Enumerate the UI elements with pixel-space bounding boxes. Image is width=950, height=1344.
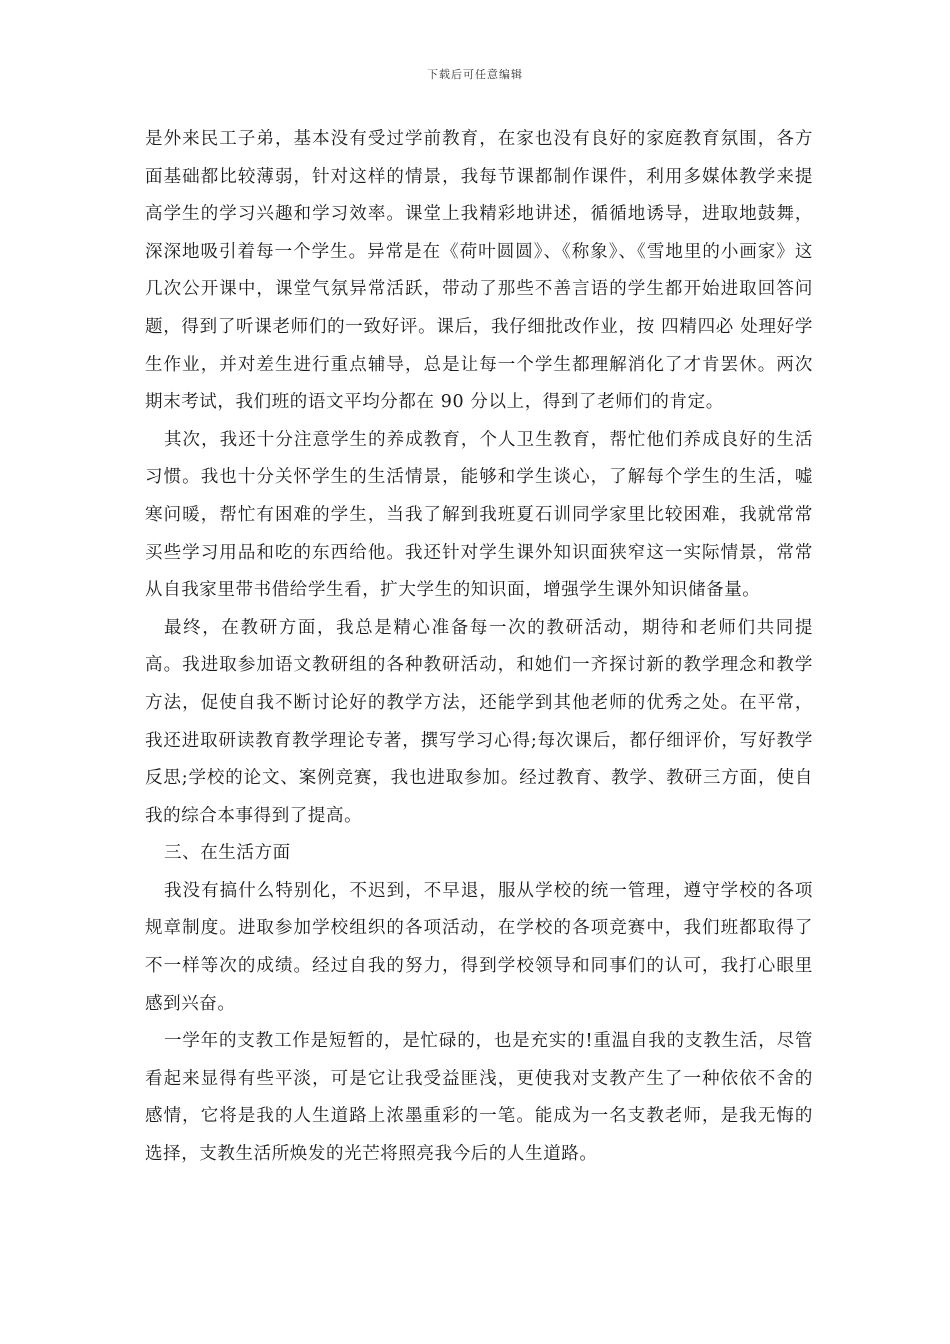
paragraph-conclusion: 一学年的支教工作是短暂的，是忙碌的，也是充实的!重温自我的支教生活，尽管看起来显得有些平淡，可是它让我受益匪浅，更使我对支教产生了一种依依不舍的感情，它将是我的人生道路上浓墨重彩的一笔。能成为一名支教老师，是我无悔的选择，支教生活所焕发的光芒将照亮我今后的人生道路。	[145, 1031, 813, 1165]
paragraph-teaching-research: 最终，在教研方面，我总是精心准备每一次的教研活动，期待和老师们共同提高。我进取参加语文教研组的各种教研活动，和她们一齐探讨新的教学理念和教学方法，促使自我不断讨论好的教学方法，还能学到其他老师的优秀之处。在平常，我还进取研读教育教学理论专著，撰写学习心得;每次课后，都仔细评价，写好教学反思;学校的论文、案例竞赛，我也进取参加。经过教育、教学、教研三方面，使自我的综合本事得到了提高。	[145, 617, 813, 826]
page-header: 下载后可任意编辑	[427, 68, 523, 81]
section-heading-life: 三、在生活方面	[164, 843, 291, 864]
document-body	[145, 121, 813, 1174]
paragraph-habit-education: 其次，我还十分注意学生的养成教育，个人卫生教育，帮忙他们养成良好的生活习惯。我也十分关怀学生的生活情景，能够和学生谈心，了解每个学生的生活，嘘寒问暖，帮忙有困难的学生，当我了解到我班夏石训同学家里比较困难，我就常常买些学习用品和吃的东西给他。我还针对学生课外知识面狭窄这一实际情景，常常从自我家里带书借给学生看，扩大学生的知识面，增强学生课外知识储备量。	[145, 429, 813, 601]
paragraph-teaching-continued: 是外来民工子弟，基本没有受过学前教育，在家也没有良好的家庭教育氛围，各方面基础都比较薄弱，针对这样的情景，我每节课都制作课件，利用多媒体教学来提高学生的学习兴趣和学习效率。课堂上我精彩地讲述，循循地诱导，进取地鼓舞，深深地吸引着每一个学生。异常是在《荷叶圆圆》、《称象》、《雪地里的小画家》这几次公开课中，课堂气氛异常活跃，带动了那些不善言语的学生都开始进取回答问题，得到了听课老师们的一致好评。课后，我仔细批改作业，按 四精四必 处理好学生作业，并对差生进行重点辅导，总是让每一个学生都理解消化了才肯罢休。两次期末考试，我们班的语文平均分都在 90 分以上，得到了老师们的肯定。	[145, 129, 813, 413]
paragraph-life: 我没有搞什么特别化，不迟到，不早退，服从学校的统一管理，遵守学校的各项规章制度。进取参加学校组织的各项活动，在学校的各项竞赛中，我们班都取得了不一样等次的成绩。经过自我的努力，得到学校领导和同事们的认可，我打心眼里感到兴奋。	[145, 880, 813, 1014]
